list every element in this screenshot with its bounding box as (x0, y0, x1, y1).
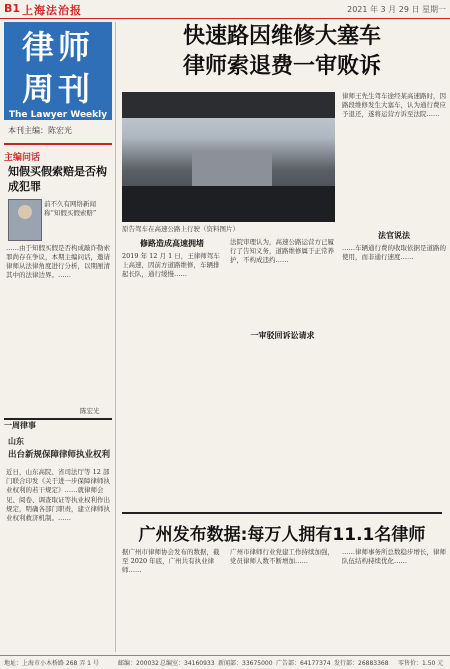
bottom-col-2: 广州市律师行业党建工作持续加强，党员律师人数不断增加…… (230, 548, 334, 566)
column-byline: 陈宏光 (80, 407, 100, 415)
article-photo (122, 92, 335, 222)
footer-dist-tel: 发行部：26883368 (334, 660, 389, 667)
column-label: 主编问话 (4, 153, 41, 163)
page-number: B1 (4, 2, 21, 15)
footer (0, 655, 450, 669)
bottom-col-3: ……律师事务所总数稳步增长，律师队伍结构持续优化…… (342, 548, 446, 566)
column-photo-caption: 前不久有网络新闻称“知假买假索赔” (44, 200, 97, 217)
article-subhead-3: 法官说法 (378, 231, 410, 240)
column-header (4, 143, 112, 161)
headline-line-1: 快速路因维修大塞车 (182, 24, 381, 49)
editor-line: 本刊主编：陈宏光 (8, 126, 72, 135)
article-col-2: 法院审理认为，高速公路运营方已履行了告知义务，道路维修属于正常养护，不构成违约…… (230, 238, 334, 265)
news-region: 山东 (8, 437, 24, 446)
article-subhead-2: 一审驳回诉讼请求 (250, 331, 315, 340)
headline-line-2: 律师索退费一审败诉 (182, 54, 381, 79)
footer-zip: 邮编：200032 (118, 660, 159, 667)
section-brand (4, 22, 112, 120)
article-lead: 律师王先生驾车途经某高速路时，因路段维修发生大塞车，认为通行费应予退还，遂将运营方诉至法院…… (342, 92, 446, 119)
issue-date: 2021 年 3 月 29 日 星期一 (347, 5, 446, 14)
brand-subtitle: The Lawyer Weekly (8, 110, 108, 120)
news-section-header: 一周律事 (4, 418, 112, 434)
footer-editor-tel: 总编室：34160933 (160, 660, 215, 667)
bottom-headline: 广州发布数据:每万人拥有11.1名律师 (122, 512, 442, 545)
author-photo (8, 199, 42, 241)
footer-address: 地址：上海市小木桥路 268 弄 1 号 (4, 660, 99, 667)
column-question-title: 知假买假索赔是否构成犯罪 (8, 165, 107, 193)
paper-name: 上海法治报 (22, 4, 82, 17)
main-headline (122, 22, 442, 82)
brand-title-1: 律师 (21, 28, 94, 66)
article-col-3: ……车辆通行费的收取依据是道路的使用，而非通行速度…… (342, 244, 446, 262)
footer-news-tel: 新闻部：33675000 (218, 660, 273, 667)
article-col-1: 2019 年 12 月 1 日，王律师驾车上高速，因前方道路维修，车辆排起长队，通行缓慢…… (122, 252, 220, 279)
footer-price: 零售价：1.50 元 (398, 660, 444, 667)
article-subhead-1: 修路造成高速拥堵 (140, 239, 204, 248)
footer-ads-tel: 广告部：64177374 (276, 660, 331, 667)
column-divider (115, 22, 116, 652)
photo-dashboard (122, 186, 335, 222)
column-body: ……由于知假买假是否构成敲诈勒索罪尚存在争议，本期主编问话，邀请律师从法律角度进行分析，以期厘清其中的法律边界。…… (6, 244, 110, 279)
photo-caption: 原告驾车在高速公路上行驶（资料图片） (122, 225, 239, 233)
news-title: 出台新规保障律师执业权利 (8, 450, 111, 460)
photo-car-roof (122, 92, 335, 118)
news-body: 近日，山东高院、省司法厅等 12 部门联合印发《关于进一步保障律师执业权利的若干规定》……就律师会见、阅卷、调查取证等执业权利作出规定，明确各部门职责，建立律师执业权利救济机制。…… (6, 468, 110, 523)
brand-title-2: 周刊 (21, 70, 94, 108)
bottom-col-1: 据广州市律师协会发布的数据，截至 2020 年底，广州共有执业律师…… (122, 548, 220, 575)
